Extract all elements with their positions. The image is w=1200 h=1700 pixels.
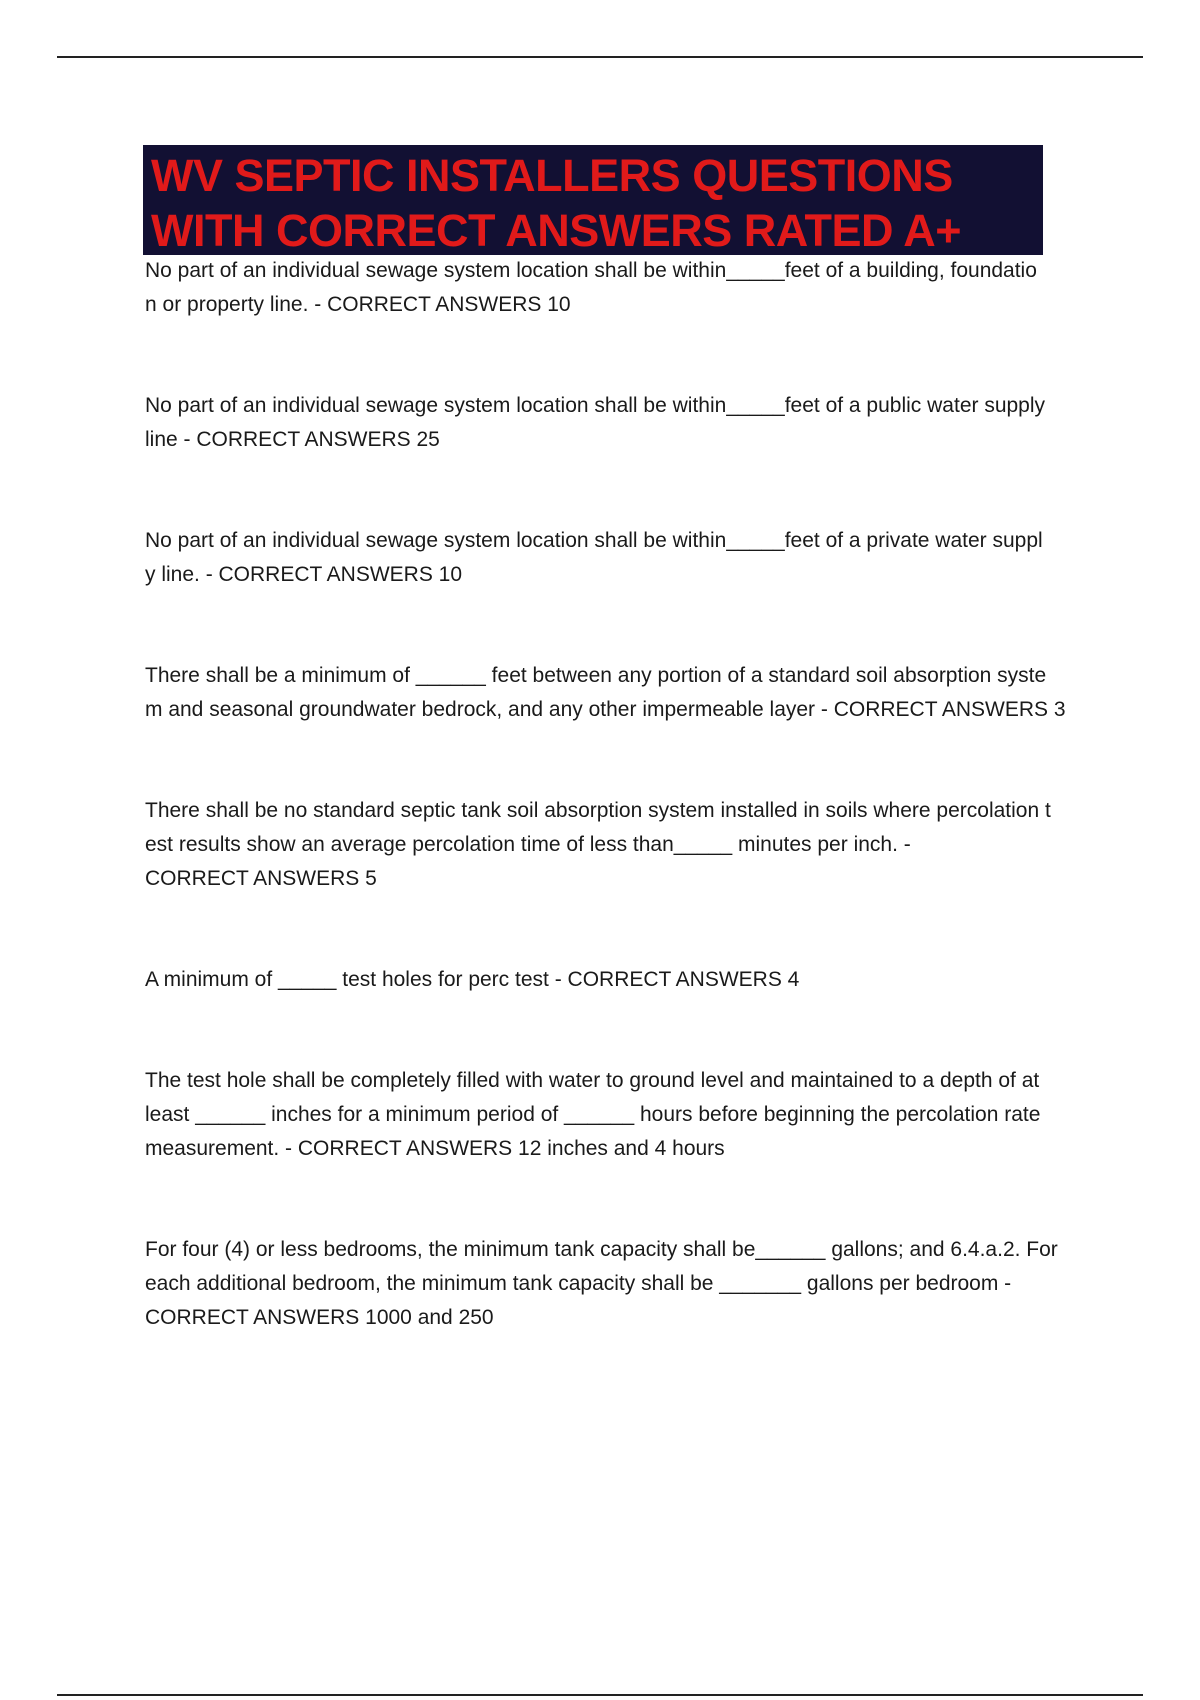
- question-item: [145, 794, 1085, 896]
- question-text-line: each additional bedroom, the minimum tank capacity shall be _______ gallons per bedroom -: [145, 1272, 1012, 1295]
- question-text-line: A minimum of _____ test holes for perc test - CORRECT ANSWERS 4: [145, 968, 800, 991]
- question-item: [145, 254, 1085, 322]
- question-text-line: For four (4) or less bedrooms, the minimum tank capacity shall be______ gallons; and 6.4.a.2. For: [145, 1238, 1058, 1261]
- header-rule: [57, 56, 1143, 58]
- question-text-line: n or property line. - CORRECT ANSWERS 10: [145, 293, 571, 316]
- question-text-line: CORRECT ANSWERS 1000 and 250: [145, 1306, 494, 1329]
- question-text-line: There shall be a minimum of ______ feet between any portion of a standard soil absorption syste: [145, 664, 1047, 687]
- question-item: [145, 524, 1085, 592]
- question-text-line: y line. - CORRECT ANSWERS 10: [145, 563, 463, 586]
- question-text-line: m and seasonal groundwater bedrock, and any other impermeable layer - CORRECT ANSWERS 3: [145, 698, 1066, 721]
- question-item: [145, 659, 1085, 727]
- question-text-line: line - CORRECT ANSWERS 25: [145, 428, 440, 451]
- question-text-line: No part of an individual sewage system location shall be within_____feet of a private water suppl: [145, 529, 1043, 552]
- question-answer-list: [145, 254, 1085, 1335]
- question-item: [145, 1233, 1085, 1335]
- question-text-line: No part of an individual sewage system location shall be within_____feet of a public water supply: [145, 394, 1046, 417]
- question-text-line: There shall be no standard septic tank soil absorption system installed in soils where percolation t: [145, 799, 1051, 822]
- question-text-line: least ______ inches for a minimum period of ______ hours before beginning the percolation rate: [145, 1103, 1041, 1126]
- question-text-line: The test hole shall be completely filled with water to ground level and maintained to a depth of at: [145, 1069, 1040, 1092]
- question-item: [145, 389, 1085, 457]
- question-text-line: est results show an average percolation time of less than_____ minutes per inch. -: [145, 833, 911, 856]
- question-text-line: measurement. - CORRECT ANSWERS 12 inches and 4 hours: [145, 1137, 725, 1160]
- document-title-line-2: WITH CORRECT ANSWERS RATED A+: [151, 205, 962, 256]
- question-item: [145, 1064, 1085, 1166]
- document-title-banner: [143, 145, 1043, 255]
- question-item: [145, 963, 1085, 997]
- question-text-line: CORRECT ANSWERS 5: [145, 867, 377, 890]
- document-title-line-1: WV SEPTIC INSTALLERS QUESTIONS: [151, 150, 953, 201]
- footer-rule: [57, 1694, 1143, 1696]
- question-text-line: No part of an individual sewage system location shall be within_____feet of a building, foundatio: [145, 259, 1037, 282]
